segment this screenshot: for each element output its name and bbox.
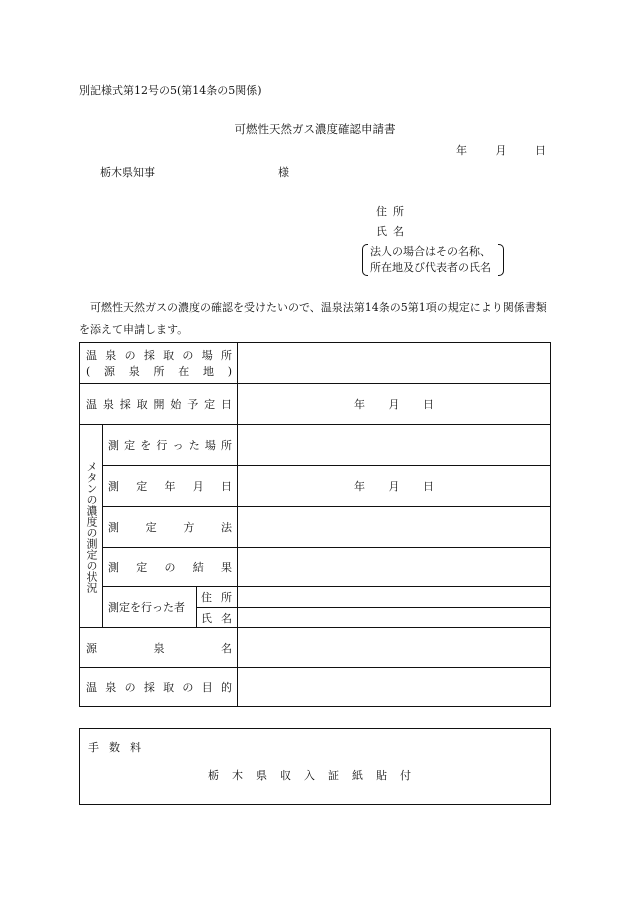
row-purpose-label [86, 668, 232, 706]
label-char: 年 [164, 480, 176, 493]
row-measure-place-label [108, 425, 232, 465]
methane-measurement-group-label: メタンの濃度の測定の状況 [85, 461, 98, 593]
label-char: 温 [86, 398, 97, 411]
label-char: 目 [201, 681, 213, 694]
label-char: 始 [170, 398, 182, 411]
label-char: 氏 [201, 611, 212, 625]
label-char: の [182, 349, 194, 362]
measure-date-value [238, 466, 550, 506]
row-start-date-label [86, 384, 232, 424]
fee-label: 手数料 [88, 741, 151, 754]
label-char: 測 [108, 480, 119, 493]
label-char: ( [86, 365, 91, 378]
label-char: 行 [156, 439, 168, 452]
label-char: 定 [145, 521, 157, 534]
label-char: 測 [108, 521, 119, 534]
label-char: 場 [201, 349, 213, 362]
label-char: 採 [143, 681, 155, 694]
label-char: 名 [221, 641, 232, 655]
label-char: の [124, 681, 136, 694]
start-date-day: 日 [423, 398, 434, 411]
row-measure-result-label [108, 548, 232, 586]
label-char: 泉 [153, 641, 165, 655]
left-bracket [362, 244, 368, 276]
label-char: 在 [178, 365, 190, 378]
label-char: 日 [221, 480, 232, 493]
addressee: 栃木県知事 [100, 166, 155, 179]
label-char: を [140, 439, 152, 452]
label-char: 予 [187, 398, 199, 411]
label-char: 泉 [105, 681, 117, 694]
label-char: 定 [136, 480, 148, 493]
honorific: 様 [278, 166, 289, 179]
row-spring-name-label [86, 628, 232, 667]
label-char: の [124, 349, 136, 362]
label-char: 地 [202, 365, 214, 378]
label-char: の [182, 681, 194, 694]
corporation-note [362, 244, 504, 276]
date-year: 年 [456, 144, 467, 157]
measurer-name-label [201, 608, 232, 627]
start-date-year: 年 [354, 398, 365, 411]
label-char: 所 [221, 591, 232, 604]
start-date-value [238, 384, 550, 424]
application-date [456, 142, 546, 158]
label-char: 結 [192, 561, 204, 574]
label-char: 源 [104, 365, 116, 378]
label-char: 場 [204, 439, 216, 452]
row-measure-method-label [108, 507, 232, 547]
label-char: 開 [153, 398, 165, 411]
label-char: 日 [221, 398, 232, 411]
label-char: 住 [201, 591, 212, 604]
measure-date-month: 月 [388, 480, 400, 493]
label-char: 果 [221, 561, 232, 574]
label-char: 定 [136, 561, 148, 574]
label-char: 源 [86, 641, 97, 655]
label-char: 月 [192, 480, 204, 493]
label-char: 泉 [105, 349, 117, 362]
corp-note-line1: 法人の場合はその名称、 [370, 245, 491, 258]
row-measure-date-label [108, 466, 232, 506]
label-char: 名 [221, 611, 232, 625]
label-char: の [164, 561, 176, 574]
spring-location-line1 [86, 348, 232, 364]
date-day: 日 [535, 144, 546, 157]
fee-box [79, 728, 551, 805]
label-char: 測 [108, 439, 119, 452]
revenue-stamp-label: 栃木県収入証紙貼付 [208, 769, 424, 782]
label-char: 取 [163, 681, 175, 694]
label-char: た [188, 439, 200, 452]
label-char: 方 [183, 521, 195, 534]
spring-location-line2 [86, 364, 232, 380]
start-date-month: 月 [388, 398, 400, 411]
label-char: 所 [220, 349, 232, 362]
row-spring-location-label [86, 345, 232, 383]
label-char: 泉 [102, 398, 114, 411]
measure-date-year: 年 [354, 480, 365, 493]
corp-note-line2: 所在地及び代表者の氏名 [370, 261, 491, 274]
document-title: 可燃性天然ガス濃度確認申請書 [234, 122, 396, 136]
label-char: 的 [220, 681, 232, 694]
date-month: 月 [495, 144, 507, 157]
label-char: 採 [119, 398, 131, 411]
row-measurer-label: 測定を行った者 [108, 601, 185, 614]
measure-date-day: 日 [423, 480, 434, 493]
label-char: っ [172, 439, 184, 452]
intro-paragraph: 可燃性天然ガスの濃度の確認を受けたいので、温泉法第14条の5第1項の規定により関係書類を添えて申請します。 [79, 301, 547, 336]
label-char: 定 [204, 398, 216, 411]
label-char: 温 [86, 349, 97, 362]
applicant-name-label: 氏名 [376, 225, 410, 238]
label-char: ) [227, 365, 232, 378]
application-table [79, 342, 551, 707]
label-char: 取 [136, 398, 148, 411]
form-number: 別記様式第12号の5(第14条の5関係) [79, 84, 262, 97]
label-char: 所 [153, 365, 165, 378]
label-char: 泉 [128, 365, 140, 378]
measurer-address-label [201, 587, 232, 607]
label-char: 測 [108, 561, 119, 574]
applicant-address-label: 住所 [376, 205, 410, 218]
label-char: 採 [143, 349, 155, 362]
right-bracket [498, 244, 504, 276]
label-char: 法 [220, 521, 232, 534]
label-char: 取 [163, 349, 175, 362]
label-char: 定 [124, 439, 136, 452]
label-char: 温 [86, 681, 97, 694]
label-char: 所 [220, 439, 232, 452]
